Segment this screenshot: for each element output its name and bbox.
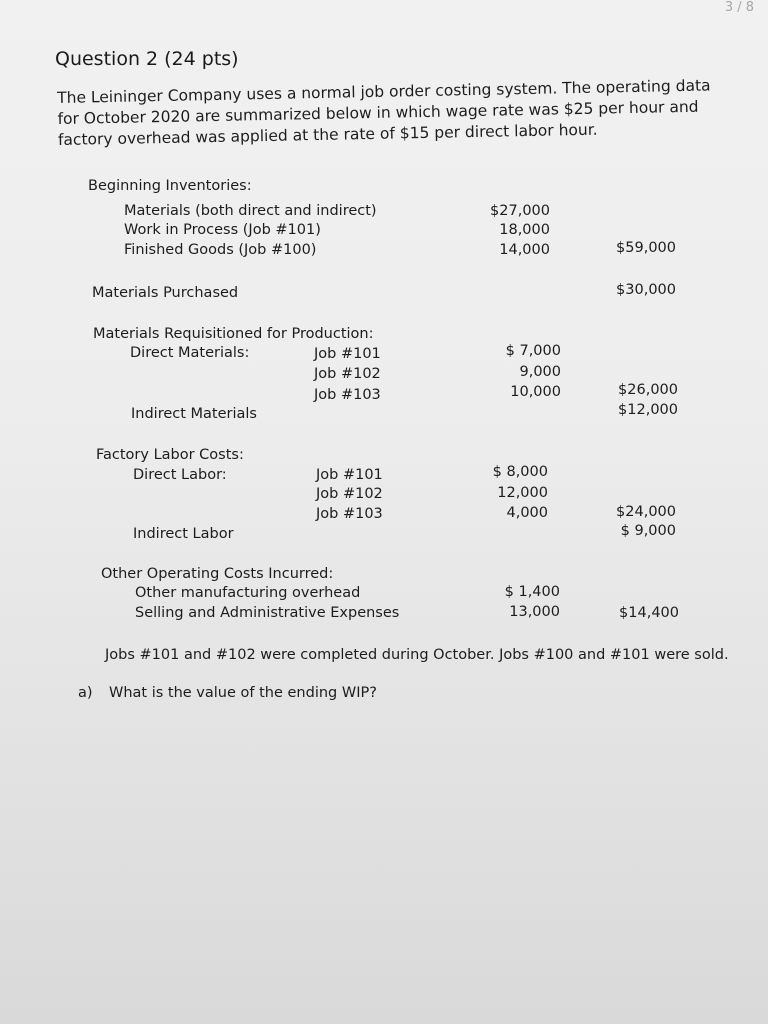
other-total: $14,400 [619,605,679,621]
dm-label: Direct Materials: [130,345,250,361]
part-a-label: a) [78,685,93,701]
other-heading: Other Operating Costs Incurred: [101,566,334,582]
dl-total: $24,000 [616,504,676,520]
indirect-materials-label: Indirect Materials [131,406,257,422]
page-counter: 3 / 8 [724,0,754,15]
labor-job: Job #101 [316,467,383,483]
indirect-labor-label: Indirect Labor [133,526,234,542]
labor-job: Job #102 [316,486,383,502]
purchased-total: $30,000 [616,282,676,298]
beginning-total: $59,000 [616,240,676,256]
jobs-note: Jobs #101 and #102 were completed during October. Jobs #100 and #101 were sold. [105,647,729,663]
req-job: Job #103 [314,387,381,403]
sga-value: 13,000 [509,604,560,620]
materials-value: $27,000 [490,203,550,219]
dl-label: Direct Labor: [133,467,227,483]
labor-job: Job #103 [316,506,383,522]
labor-value: 4,000 [506,505,548,521]
req-job: Job #101 [314,346,381,362]
moh-label: Other manufacturing overhead [135,585,361,601]
question-intro: The Leininger Company uses a normal job order costing system. The operating data for October 2020 are summarized below in which wage rate was $25 per hour and factory overhead was applied at the rate of $15 per direct labor hour. [57,76,711,149]
purchased-label: Materials Purchased [92,285,239,301]
wip-label: Work in Process (Job #101) [124,222,321,238]
question-title: Question 2 (24 pts) [55,48,239,70]
moh-value: $ 1,400 [504,584,560,600]
req-value: 9,000 [519,364,561,380]
indirect-materials-total: $12,000 [618,402,678,418]
fg-value: 14,000 [499,242,550,258]
part-a-question: What is the value of the ending WIP? [109,685,377,701]
labor-value: 12,000 [497,485,548,501]
labor-heading: Factory Labor Costs: [96,447,244,463]
sga-label: Selling and Administrative Expenses [135,605,400,621]
req-value: $ 7,000 [505,343,561,359]
wip-value: 18,000 [499,222,550,238]
indirect-labor-total: $ 9,000 [620,523,676,539]
materials-label: Materials (both direct and indirect) [124,203,377,219]
dm-total: $26,000 [618,382,678,398]
req-value: 10,000 [510,384,561,400]
labor-value: $ 8,000 [492,464,548,480]
req-job: Job #102 [314,366,381,382]
fg-label: Finished Goods (Job #100) [124,242,317,258]
beginning-heading: Beginning Inventories: [88,178,252,194]
requisitioned-heading: Materials Requisitioned for Production: [93,326,374,342]
